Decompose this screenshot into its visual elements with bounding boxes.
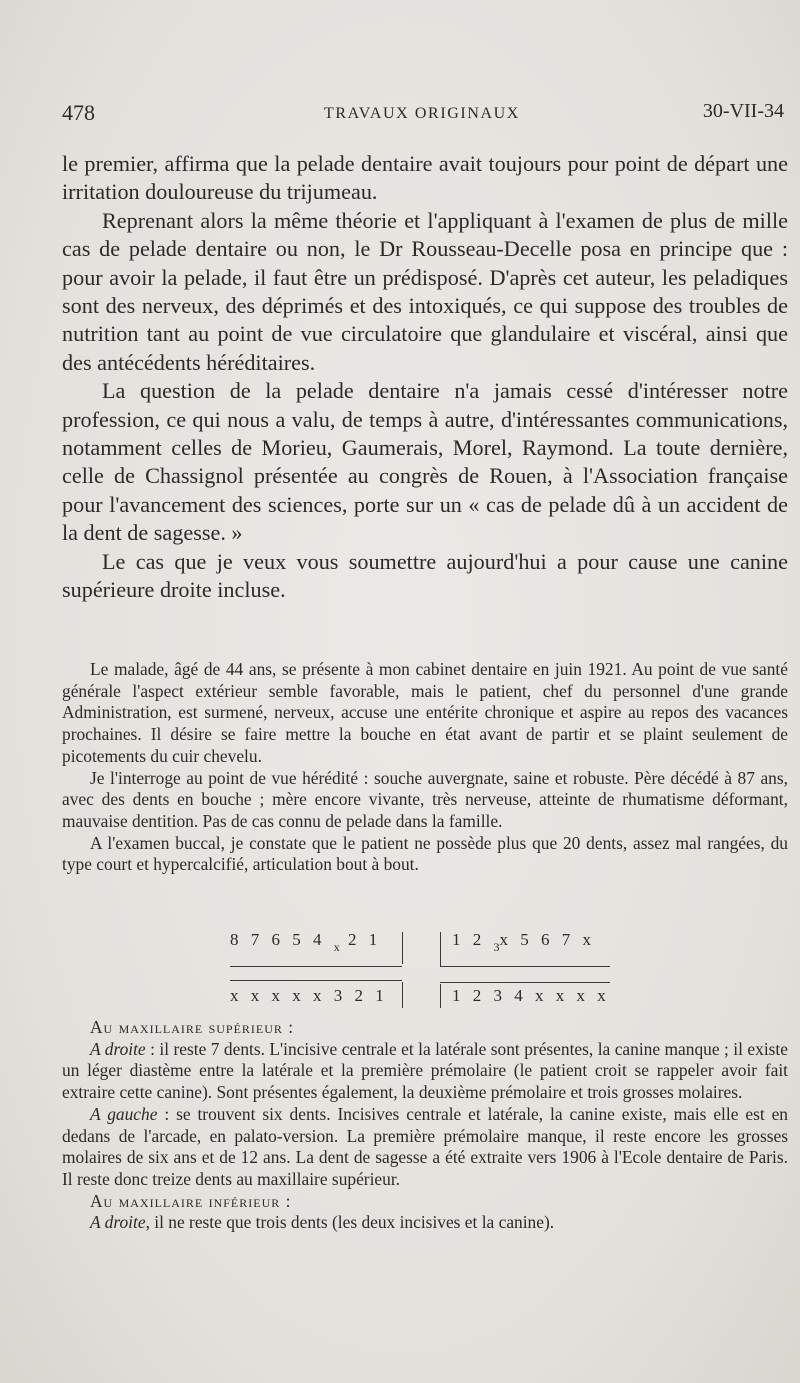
paragraph: Le cas que je veux vous soumettre aujourd'hui a pour cause une canine supérieure droite incluse. <box>62 548 788 603</box>
occlusal-line-right-lower <box>230 980 402 981</box>
paragraph-text: : se trouvent six dents. Incisives centrale et latérale, la canine existe, mais elle est en dedans de l'arcade, en palato-version. La première prémolaire manque, il reste encore les grosses molaires de six ans et de 12 ans. La dent de sagesse a été extraite vers 1906 à l'Ecole dentaire de Paris. Il reste donc treize dents au maxillaire supérieur. <box>62 1103 788 1189</box>
paragraph: La question de la pelade dentaire n'a jamais cessé d'intéresser notre profession, ce qui nous a valu, de temps à autre, d'intéressantes communications, notamment celles de Morieu, Gaumerais, Morel, Raymond. La toute dernière, celle de Chassignol présentée au congrès de Rouen, à l'Association française pour l'avancement des sciences, porte sur un « cas de pelade dû à un accident de la dent de sagesse. » <box>62 378 788 546</box>
paragraph-text: , il ne reste que trois dents (les deux incisives et la canine). <box>145 1212 555 1233</box>
teeth-group: 2 1 <box>348 930 382 949</box>
case-paragraph: Le malade, âgé de 44 ans, se présente à mon cabinet dentaire en juin 1921. Au point de vue santé générale l'aspect extérieur semble favorable, mais le patient, chef du personnel d'une grande Administration, est surmené, nerveux, accuse une entérite chronique et aspire au repos des vacances prochaines. Il désire se faire mettre la bouche en état avant de partir et se plaint seulement de picotements du cuir chevelu. <box>62 659 788 766</box>
issue-date: 30-VII-34 <box>702 100 784 122</box>
case-report <box>62 659 788 876</box>
upper-right-teeth <box>230 930 382 954</box>
teeth-group: x 5 6 7 x <box>499 930 595 949</box>
teeth-group: 1 2 <box>452 930 486 949</box>
occlusal-line-left-lower <box>440 982 610 983</box>
midline-upper-right <box>402 932 403 964</box>
lower-left-teeth: 1 2 3 4 x x x x <box>452 986 610 1005</box>
paragraph-text: : il reste 7 dents. L'incisive centrale et la latérale sont présentes, la canine manque ; il existe un léger diastème entre la latérale et la première prémolaire (le patient croit se rappeler avoir fait extraire cette canine). Sont présentes également, la deuxième prémolaire et trois grosses molaires. <box>62 1038 788 1103</box>
main-text <box>62 150 788 605</box>
displaced-canine: 3 <box>493 940 500 954</box>
occlusal-line-right <box>230 966 402 967</box>
dental-formula <box>230 930 620 1012</box>
midline-upper-left <box>440 932 441 966</box>
midline-lower-left <box>440 984 441 1008</box>
side-label: A droite <box>90 1038 146 1059</box>
upper-right-paragraph <box>62 1039 788 1104</box>
side-label: A gauche <box>90 1103 158 1124</box>
missing-mark: x <box>333 940 340 954</box>
upper-jaw-section <box>62 1017 788 1234</box>
section-heading <box>62 1191 788 1213</box>
running-title: TRAVAUX ORIGINAUX <box>324 105 520 122</box>
paragraph: le premier, affirma que la pelade dentaire avait toujours pour point de départ une irritation douloureuse du trijumeau. <box>62 151 788 205</box>
heading-text: Au maxillaire inférieur : <box>90 1190 292 1211</box>
section-heading <box>62 1017 788 1039</box>
teeth-group: 8 7 6 5 4 <box>230 930 326 949</box>
side-label: A droite <box>90 1212 146 1233</box>
heading-text: Au maxillaire supérieur : <box>90 1017 295 1037</box>
upper-left-paragraph <box>62 1104 788 1191</box>
paragraph: Reprenant alors la même théorie et l'appliquant à l'examen de plus de mille cas de pelade dentaire ou non, le Dr Rousseau-Decelle posa en principe que : pour avoir la pelade, il faut être un prédisposé. D'après cet auteur, les peladiques sont des nerveux, des déprimés et des intoxiqués, ce qui suppose des troubles de nutrition tant au point de vue circulatoire que glandulaire et viscéral, ainsi que des antécédents héréditaires. <box>62 207 788 375</box>
upper-left-teeth <box>452 930 595 954</box>
page-number: 478 <box>62 100 95 125</box>
lower-right-paragraph <box>62 1212 788 1234</box>
occlusal-line-left <box>440 966 610 967</box>
midline-lower-right <box>402 982 403 1008</box>
case-paragraph: Je l'interroge au point de vue hérédité : souche auvergnate, saine et robuste. Père décédé à 87 ans, avec des dents en bouche ; mère encore vivante, très nerveuse, atteinte de rhumatisme déformant, mauvaise dentition. Pas de cas connu de pelade dans la famille. <box>62 767 788 831</box>
page-header <box>62 100 784 132</box>
lower-right-teeth: x x x x x 3 2 1 <box>230 986 388 1005</box>
case-paragraph: A l'examen buccal, je constate que le patient ne possède plus que 20 dents, assez mal rangées, du type court et hypercalcifié, articulation bout à bout. <box>62 832 788 875</box>
